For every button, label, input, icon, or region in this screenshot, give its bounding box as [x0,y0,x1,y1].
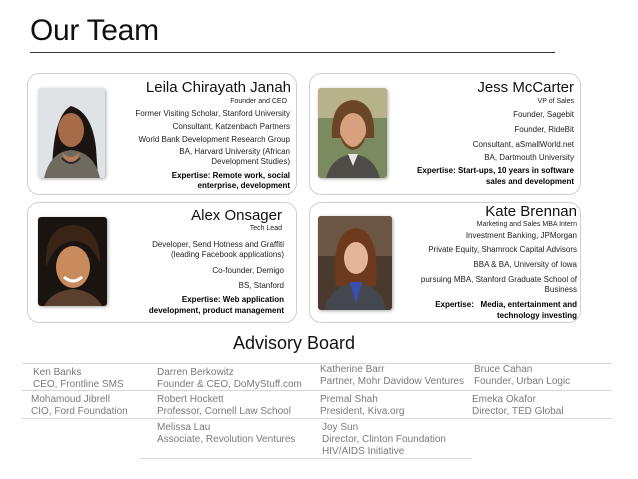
expertise-kate-2: technology investing [496,311,577,320]
advisor-darren-berkowitz [157,367,302,391]
bio-leila-2: Consultant, Katzenbach Partners [172,122,290,131]
expertise-leila-2: enterprise, development [197,181,290,190]
expertise-jess-2: sales and development [485,177,574,186]
name-alex: Alex Onsager [191,207,282,224]
advisor-title: Founder & CEO, DoMyStuff.com [157,379,302,390]
advisor-premal-shah [320,394,405,418]
bio-alex-4: BS, Stanford [238,281,284,290]
title-divider [30,52,555,53]
bio-leila-1: Former Visiting Scholar, Stanford University [135,109,290,118]
role-jess: VP of Sales [537,98,574,105]
bio-kate-1: Investment Banking, JPMorgan [465,231,577,240]
advisor-name: Robert Hockett [157,394,224,405]
advisory-divider-4 [140,458,472,459]
photo-jess [318,88,387,178]
expertise-kate-1: Expertise: Media, entertainment and [435,300,577,309]
role-alex: Tech Lead [249,225,282,232]
photo-alex [38,217,107,306]
expertise-leila-1: Expertise: Remote work, social [171,171,290,180]
bio-leila-3: World Bank Development Research Group [138,135,290,144]
advisor-title: Partner, Mohr Davidow Ventures [320,376,464,387]
advisor-ken-banks [33,367,124,391]
advisor-bruce-cahan [474,364,570,388]
advisor-emeka-okafor [472,394,564,418]
bio-kate-2: Private Equity, Shamrock Capital Advisors [428,245,577,254]
advisory-divider-3 [22,418,612,419]
advisor-title: Professor, Cornell Law School [157,406,291,417]
advisor-joy-sun [322,422,446,458]
bio-alex-1: Developer, Send Hotness and Graffiti [152,240,284,249]
advisor-melissa-lau [157,422,295,446]
role-kate: Marketing and Sales MBA Intern [476,221,577,228]
advisor-title: CIO, Ford Foundation [31,406,128,417]
advisor-name: Premal Shah [320,394,378,405]
role-leila: Founder and CEO [230,98,287,105]
bio-kate-3: BBA & BA, University of Iowa [473,260,577,269]
name-jess: Jess McCarter [477,79,574,96]
advisor-name: Ken Banks [33,367,82,378]
advisor-name: Bruce Cahan [474,364,533,375]
advisor-title: President, Kiva.org [320,406,405,417]
bio-kate-4: pursuing MBA, Stanford Graduate School of [420,275,577,284]
advisory-board-title: Advisory Board [233,333,356,353]
bio-jess-1: Founder, Sagebit [513,110,574,119]
bio-alex-3: Co-founder, Demigo [212,266,284,275]
bio-jess-3: Consultant, aSmallWorld.net [472,140,574,149]
page-title: Our Team [30,14,159,47]
advisor-name: Joy Sun [322,422,359,433]
advisor-title: Founder, Urban Logic [474,376,571,387]
expertise-jess-1: Expertise: Start-ups, 10 years in software [417,166,574,175]
advisor-name: Darren Berkowitz [157,367,234,378]
advisor-title: CEO, Frontline SMS [33,379,124,390]
photo-leila [38,88,105,178]
advisor-title-cont: HIV/AIDS Initiative [322,446,405,457]
bio-jess-4: BA, Dartmouth University [484,153,574,162]
advisor-name: Mohamoud Jibrell [31,394,110,405]
advisor-title: Director, TED Global [472,406,564,417]
advisor-mohamoud-jibrell [31,394,128,418]
advisor-robert-hockett [157,394,291,418]
bio-leila-4: BA, Harvard University (African [179,147,290,156]
advisor-name: Emeka Okafor [472,394,536,405]
name-kate: Kate Brennan [485,203,577,220]
advisor-title: Director, Clinton Foundation [322,434,446,445]
expertise-alex-2: development, product management [148,306,284,315]
bio-kate-5: Business [544,285,577,294]
name-leila: Leila Chirayath Janah [145,79,291,96]
advisor-name: Melissa Lau [157,422,211,433]
expertise-alex-1: Expertise: Web application [181,295,284,304]
bio-alex-2: (leading Facebook applications) [171,250,284,259]
advisor-name: Katherine Barr [320,364,385,375]
photo-kate [318,216,392,310]
advisor-katherine-barr [320,364,464,388]
bio-leila-5: Development Studies) [211,157,290,166]
bio-jess-2: Founder, RideBit [514,125,574,134]
advisor-title: Associate, Revolution Ventures [157,434,296,445]
